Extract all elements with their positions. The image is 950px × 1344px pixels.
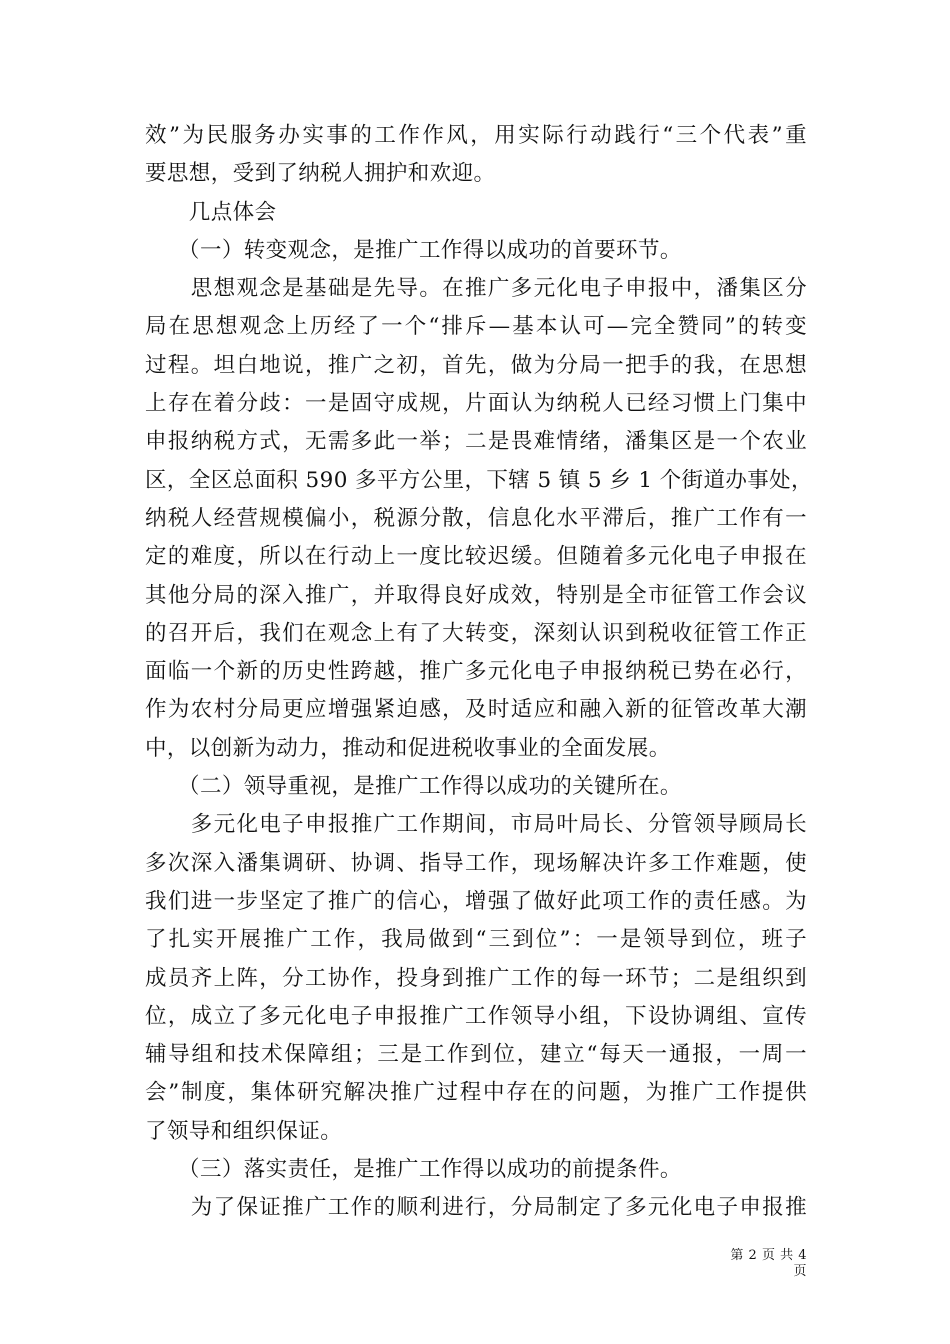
- text-line: 上存在着分歧：一是固守成规，片面认为纳税人已经习惯上门集中: [145, 391, 807, 417]
- text-line: 会”制度，集体研究解决推广过程中存在的问题，为推广工作提供: [145, 1080, 807, 1106]
- text-line: 几点体会: [145, 199, 277, 225]
- text-line: 纳税人经营规模偏小，税源分散，信息化水平滞后，推广工作有一: [145, 505, 807, 531]
- text-line: 定的难度，所以在行动上一度比较迟缓。但随着多元化电子申报在: [145, 544, 807, 570]
- text-line: 面临一个新的历史性跨越，推广多元化电子申报纳税已势在必行，: [145, 659, 807, 685]
- text-line: 要思想，受到了纳税人拥护和欢迎。: [145, 161, 496, 187]
- text-line: 局在思想观念上历经了一个“排斥—基本认可—完全赞同”的转变: [145, 314, 807, 340]
- text-line: 中，以创新为动力，推动和促进税收事业的全面发展。: [145, 735, 671, 761]
- text-line: 效”为民服务办实事的工作作风，用实际行动践行“三个代表”重: [145, 123, 807, 148]
- text-line: 位，成立了多元化电子申报推广工作领导小组，下设协调组、宣传: [145, 1003, 807, 1029]
- text-line: 作为农村分局更应增强紧迫感，及时适应和融入新的征管改革大潮: [145, 697, 807, 723]
- text-line: （三）落实责任，是推广工作得以成功的前提条件。: [145, 1157, 682, 1183]
- page-number: 第 2 页 共 4 页: [730, 1248, 807, 1279]
- text-line: （一）转变观念，是推广工作得以成功的首要环节。: [145, 237, 682, 263]
- text-line: 辅导组和技术保障组；三是工作到位，建立“每天一通报，一周一: [145, 1042, 807, 1068]
- text-line: 的召开后，我们在观念上有了大转变，深刻认识到税收征管工作正: [145, 620, 807, 646]
- text-line: 其他分局的深入推广，并取得良好成效，特别是全市征管工作会议: [145, 582, 807, 608]
- text-line: 了扎实开展推广工作，我局做到“三到位”：一是领导到位，班子: [145, 927, 807, 953]
- text-line: 多次深入潘集调研、协调、指导工作，现场解决许多工作难题，使: [145, 850, 807, 876]
- text-line: 过程。坦白地说，推广之初，首先，做为分局一把手的我，在思想: [145, 352, 807, 378]
- text-line: 了领导和组织保证。: [145, 1118, 343, 1144]
- text-line: （二）领导重视，是推广工作得以成功的关键所在。: [145, 774, 682, 800]
- text-line: 多元化电子申报推广工作期间，市局叶局长、分管领导顾局长: [145, 812, 807, 838]
- text-line: 思想观念是基础是先导。在推广多元化电子申报中，潘集区分: [145, 276, 807, 302]
- text-line: 成员齐上阵，分工协作，投身到推广工作的每一环节；二是组织到: [145, 965, 807, 991]
- text-line: 申报纳税方式，无需多此一举；二是畏难情绪，潘集区是一个农业: [145, 429, 807, 455]
- text-line: 区，全区总面积 590 多平方公里，下辖 5 镇 5 乡 1 个街道办事处，: [145, 467, 813, 493]
- document-body: [145, 117, 813, 1228]
- text-line: 为了保证推广工作的顺利进行，分局制定了多元化电子申报推: [145, 1195, 807, 1221]
- text-line: 我们进一步坚定了推广的信心，增强了做好此项工作的责任感。为: [145, 888, 807, 914]
